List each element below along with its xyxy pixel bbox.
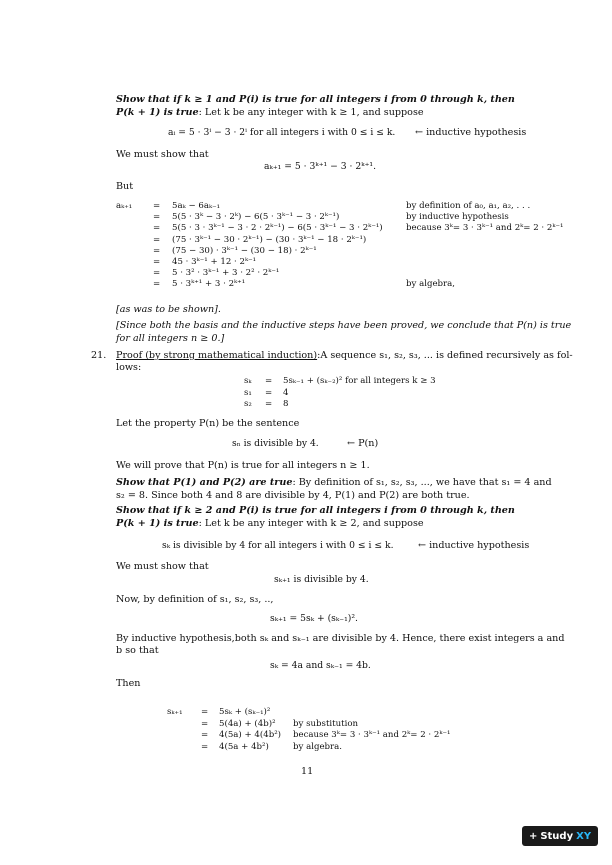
step-bold-2: P(k + 1) is true: [116, 518, 199, 529]
by-hypothesis-line-1: By inductive hypothesis,both sₖ and sₖ₋₁ are divisible by 4. Hence, there exist integers a and: [116, 633, 565, 644]
basis-line-1: [116, 477, 552, 488]
will-prove-text: We will prove that P(n) is true for all integers n ≥ 1.: [116, 460, 370, 471]
heading-bold: Show that if k ≥ 1 and P(i) is true for all integers i from 0 through k, then: [116, 94, 515, 105]
step-rest: : Let k be any integer with k ≥ 2, and suppose: [198, 518, 424, 529]
eq-sign: =: [153, 234, 161, 245]
property-statement: sₙ is divisible by 4.: [232, 438, 319, 449]
proof-intro-line-2: lows:: [116, 362, 142, 373]
hypothesis-label-2: ← inductive hypothesis: [418, 540, 530, 551]
as-was-shown: [as was to be shown].: [116, 304, 221, 315]
def-lhs: sₖ: [244, 376, 252, 386]
derivation-expr: 5 · 3ᵏ⁺¹ + 3 · 2ᵏ⁺¹: [172, 279, 246, 290]
eq-sign: =: [265, 387, 273, 398]
step-heading-1: [116, 94, 515, 105]
derivation-2-lhs: sₖ₊₁: [167, 707, 183, 717]
derivation-expr: 5 · 3² · 3ᵏ⁻¹ + 3 · 2² · 2ᵏ⁻¹: [172, 268, 280, 279]
step-heading-bold: Show that if k ≥ 2 and P(i) is true for all integers i from 0 through k, then: [116, 505, 515, 516]
exercise-number: 21.: [91, 350, 107, 361]
hypothesis-formula: aᵢ = 5 · 3ⁱ − 3 · 2ⁱ for all integers i with 0 ≤ i ≤ k.: [168, 127, 396, 138]
def-rhs: 5sₖ₋₁ + (sₖ₋₂)² for all integers k ≥ 3: [283, 376, 436, 386]
step-heading-2-line2: [116, 518, 424, 529]
conclusion-line-1: [Since both the basis and the inductive steps have been proved, we conclude that P(n) is true: [116, 320, 572, 331]
exist-formula: sₖ = 4a and sₖ₋₁ = 4b.: [270, 660, 371, 671]
derivation-reason: by algebra.: [293, 741, 343, 752]
step-heading-1-line2: [116, 107, 424, 118]
basis-line-2: s₂ = 8. Since both 4 and 8 are divisible by 4, P(1) and P(2) are both true.: [116, 490, 470, 501]
derivation-expr: 5sₖ + (sₖ₋₁)²: [219, 707, 271, 717]
derivation-reason: by algebra,: [406, 279, 456, 290]
eq-sign: =: [265, 376, 273, 386]
eq-sign: =: [153, 212, 161, 223]
derivation-reason: by substitution: [293, 718, 359, 729]
eq-sign: =: [153, 257, 161, 267]
heading-rest: : Let k be any integer with k ≥ 1, and suppose: [198, 107, 424, 118]
eq-sign: =: [153, 279, 161, 290]
proof-intro-line-1: [116, 350, 573, 361]
derivation-reason: by inductive hypothesis: [406, 212, 509, 223]
derivation-expr: 4(5a) + 4(4b²): [219, 730, 282, 740]
studyxy-logo: [522, 826, 598, 846]
def-rhs: 8: [283, 399, 289, 409]
logo-text-2: XY: [576, 830, 592, 842]
logo-text-1: Study: [540, 830, 574, 842]
derivation-reason: because 3ᵏ= 3 · 3ᵏ⁻¹ and 2ᵏ= 2 · 2ᵏ⁻¹: [406, 223, 564, 234]
proof-label: Proof (by strong mathematical induction): [116, 350, 318, 361]
def-lhs: s₁: [244, 387, 252, 398]
hypothesis-formula-2: sₖ is divisible by 4 for all integers i with 0 ≤ i ≤ k.: [162, 540, 394, 551]
eq-sign: =: [153, 201, 161, 211]
eq-sign: =: [201, 741, 209, 752]
definition-formula: sₖ₊₁ = 5sₖ + (sₖ₋₁)².: [270, 613, 358, 624]
property-label: ← P(n): [347, 438, 379, 449]
property-intro: Let the property P(n) be the sentence: [116, 418, 300, 429]
must-show-text: We must show that: [116, 149, 209, 160]
now-text: Now, by definition of s₁, s₂, s₃, ..,: [116, 594, 274, 605]
eq-sign: =: [153, 223, 161, 234]
derivation-expr: (75 · 3ᵏ⁻¹ − 30 · 2ᵏ⁻¹) − (30 · 3ᵏ⁻¹ − 18 · 2ᵏ⁻¹): [172, 234, 367, 245]
derivation-expr: 5(5 · 3 · 3ᵏ⁻¹ − 3 · 2 · 2ᵏ⁻¹) − 6(5 · 3ᵏ⁻¹ − 3 · 2ᵏ⁻¹): [172, 223, 383, 234]
derivation-reason: by definition of a₀, a₁, a₂, . . .: [406, 201, 531, 211]
heading-bold-2: P(k + 1) is true: [116, 107, 199, 118]
plus-icon: +: [528, 830, 538, 842]
derivation-lhs: aₖ₊₁: [116, 201, 133, 211]
derivation-expr: 4(5a + 4b²): [219, 741, 269, 752]
then-text: Then: [116, 678, 141, 689]
derivation-expr: 45 · 3ᵏ⁻¹ + 12 · 2ᵏ⁻¹: [172, 257, 257, 267]
def-rhs: 4: [283, 387, 289, 398]
derivation-reason: because 3ᵏ= 3 · 3ᵏ⁻¹ and 2ᵏ= 2 · 2ᵏ⁻¹: [293, 730, 451, 740]
by-hypothesis-line-2: b so that: [116, 645, 159, 656]
must-show-text-2: We must show that: [116, 561, 209, 572]
def-lhs: s₂: [244, 399, 252, 409]
intro-text: :A sequence s₁, s₂, s₃, ... is defined recursively as fol-: [317, 350, 573, 361]
basis-bold: Show that P(1) and P(2) are true: [116, 477, 293, 488]
derivation-expr: 5aₖ − 6aₖ₋₁: [172, 201, 221, 211]
page-number: 11: [301, 766, 314, 777]
derivation-expr: 5(5 · 3ᵏ − 3 · 2ᵏ) − 6(5 · 3ᵏ⁻¹ − 3 · 2ᵏ⁻¹): [172, 212, 340, 223]
step-heading-2: [116, 505, 515, 516]
derivation-expr: (75 − 30) · 3ᵏ⁻¹ − (30 − 18) · 2ᵏ⁻¹: [172, 245, 317, 256]
eq-sign: =: [201, 730, 209, 740]
eq-sign: =: [201, 718, 209, 729]
eq-sign: =: [153, 268, 161, 279]
eq-sign: =: [201, 707, 209, 717]
conclusion-line-2: for all integers n ≥ 0.]: [116, 333, 225, 344]
but-text: But: [116, 181, 134, 192]
derivation-expr: 5(4a) + (4b)²: [219, 718, 276, 729]
eq-sign: =: [153, 245, 161, 256]
hypothesis-label: ← inductive hypothesis: [415, 127, 527, 138]
basis-text: : By definition of s₁, s₂, s₃, ..., we have that s₁ = 4 and: [292, 477, 552, 488]
target-formula: aₖ₊₁ = 5 · 3ᵏ⁺¹ − 3 · 2ᵏ⁺¹.: [264, 161, 377, 172]
eq-sign: =: [265, 399, 273, 409]
target-statement: sₖ₊₁ is divisible by 4.: [274, 574, 369, 585]
